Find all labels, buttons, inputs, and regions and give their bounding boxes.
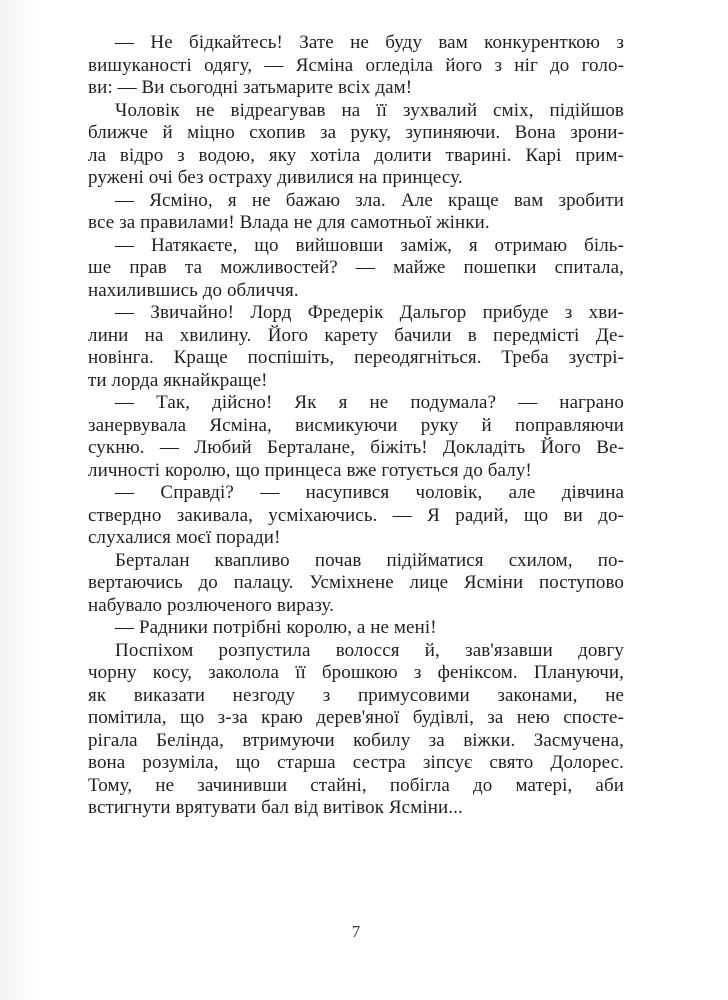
text-line: — Звичайно! Лорд Фредерік Дальгор прибуде з хви- [115,302,624,323]
paragraph [88,640,624,820]
paragraph [88,100,624,190]
paragraph [88,617,624,640]
paragraph [88,32,624,100]
text-line: як виказати незгоду з примусовими законами, не [88,684,624,706]
text-line: встигнути врятувати бал від витівок Ясміни... [88,797,463,818]
text-line: занервувала Ясміна, висмикуючи руку й поправляючи [88,414,624,436]
text-line: ближче й міцно схопив за руку, зупиняючи. Вона зрони- [88,122,624,143]
text-line: чорну косу, заколола її брошкою з феніксом. Плануючи, [88,662,624,683]
paragraph [88,482,624,550]
paragraph [88,235,624,303]
text-line: — Не бідкайтесь! Зате не буду вам конкуренткою з [115,32,624,53]
page-text [88,32,624,820]
text-line: Чоловік не відреагував на її зухвалий сміх, підійшов [115,99,624,121]
text-line: личності королю, що принцеса вже готується до балу! [88,459,532,481]
page-number: 7 [351,922,361,941]
text-line: новінга. Краще поспішіть, переодягніться. Треба зустрі- [88,347,624,368]
paragraph [88,302,624,392]
text-line: ла відро з водою, яку хотіла долити тварині. Карі прим- [88,144,624,166]
text-line: все за правилами! Влада не для самотньої жінки. [88,212,490,233]
text-line: ружені очі без остраху дивилися на принцесу. [88,167,463,188]
text-line: ви: — Ви сьогодні затьмарите всіх дам! [88,77,413,98]
text-line: слухалися моєї поради! [88,527,281,548]
text-line: ствердно закивала, усміхаючись. — Я радий, що ви до- [88,504,624,526]
text-line: рігала Белінда, втримуючи кобилу за віжки. Засмучена, [88,729,624,751]
scan-edge-shading [0,0,42,1000]
text-line: Тому, не зачинивши стайні, побігла до матері, аби [88,774,624,796]
paragraph [88,550,624,618]
text-line: ти лорда якнайкраще! [88,369,268,391]
text-line: — Ясміно, я не бажаю зла. Але краще вам зробити [115,189,624,211]
text-line: Берталан квапливо почав підійматися схилом, по- [115,549,624,571]
text-line: набувало розлюченого виразу. [88,594,335,616]
text-line: лини на хвилину. Його карету бачили в передмісті Де- [88,324,624,346]
text-line: сукню. — Любий Берталане, біжіть! Докладіть Його Ве- [88,437,624,458]
text-line: — Натякаєте, що вийшовши заміж, я отримаю біль- [115,234,624,256]
paragraph [88,392,624,482]
text-line: — Так, дійсно! Як я не подумала? — награно [115,392,624,413]
text-line: помітила, що з-за краю дерев'яної будівлі, за нею спосте- [88,707,624,728]
text-line: вишуканості одягу, — Ясміна огледіла його з ніг до голо- [88,54,624,76]
text-line: вертаючись до палацу. Усміхнене лице Ясміни поступово [88,572,624,593]
text-line: ше прав та можливостей? — майже пошепки спитала, [88,257,624,278]
text-line: вона розуміла, що старша сестра зіпсує свято Долорес. [88,752,624,773]
text-line: — Радники потрібні королю, а не мені! [115,617,437,638]
text-line: Поспіхом розпустила волосся й, зав'язавши довгу [115,639,624,661]
paragraph [88,190,624,235]
text-line: нахилившись до обличчя. [88,279,299,301]
text-line: — Справді? — насупився чоловік, але дівчина [115,482,624,503]
